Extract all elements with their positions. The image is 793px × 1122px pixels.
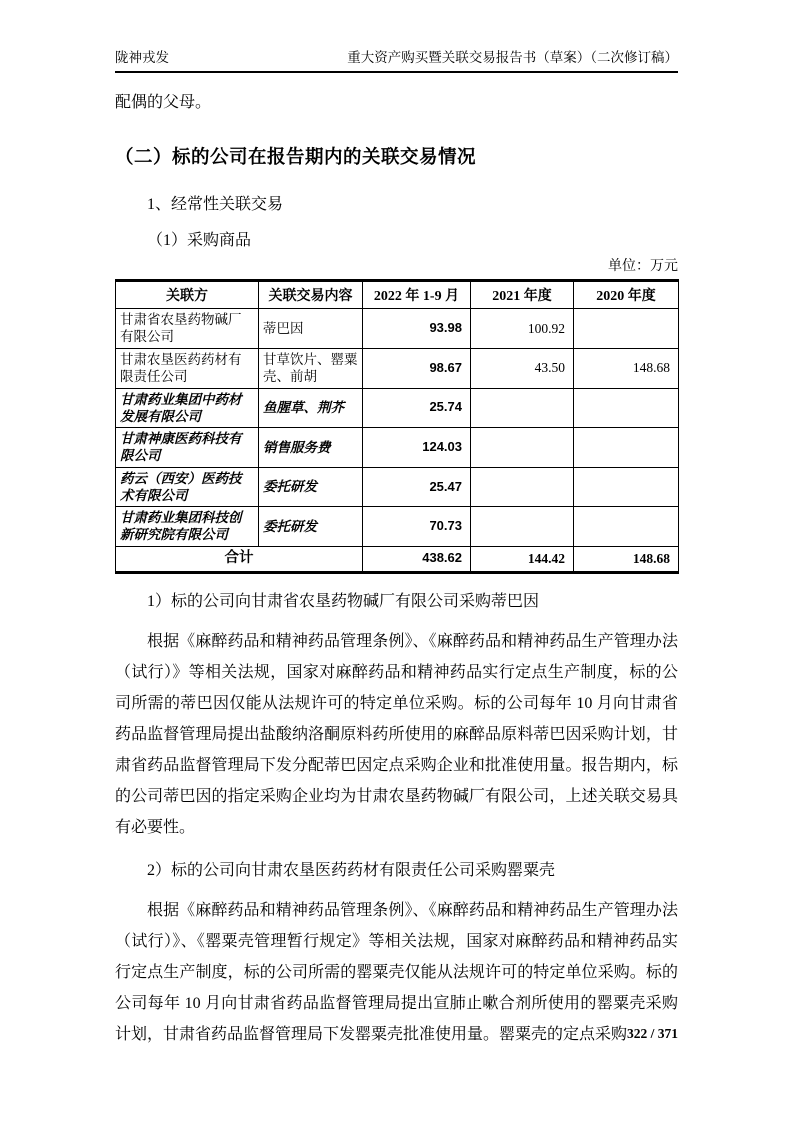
value-2021-cell	[471, 388, 574, 428]
total-2022-cell: 438.62	[363, 546, 471, 572]
party-cell: 甘肃神康医药科技有限公司	[116, 428, 259, 468]
value-2021-cell: 100.92	[471, 309, 574, 349]
value-2022-cell: 98.67	[363, 348, 471, 388]
value-2021-cell: 43.50	[471, 348, 574, 388]
page-header	[115, 46, 678, 73]
party-cell: 甘肃省农垦药物碱厂有限公司	[116, 309, 259, 349]
value-2020-cell: 148.68	[574, 348, 679, 388]
col-header-2021: 2021 年度	[471, 281, 574, 309]
party-cell: 甘肃农垦医药药材有限责任公司	[116, 348, 259, 388]
total-label-cell: 合计	[116, 546, 363, 572]
value-2020-cell	[574, 309, 679, 349]
carryover-paragraph: 配偶的父母。	[115, 94, 212, 111]
value-2021-cell	[471, 467, 574, 507]
table-header-row	[116, 281, 679, 309]
header-short-title: 陇神戎发	[115, 50, 169, 65]
item1-heading: 1）标的公司向甘肃省农垦药物碱厂有限公司采购蒂巴因	[147, 592, 540, 610]
page-footer	[627, 1026, 678, 1042]
value-2022-cell: 25.74	[363, 388, 471, 428]
content-cell: 销售服务费	[259, 428, 363, 468]
content-cell: 委托研发	[259, 467, 363, 507]
value-2021-cell	[471, 428, 574, 468]
content-cell: 蒂巴因	[259, 309, 363, 349]
total-2021-cell: 144.42	[471, 546, 574, 572]
table-unit-label: 单位：万元	[608, 259, 678, 274]
party-cell: 甘肃药业集团中药材发展有限公司	[116, 388, 259, 428]
section-heading: （二）标的公司在报告期内的关联交易情况	[115, 146, 477, 167]
total-2020-cell: 148.68	[574, 546, 679, 572]
value-2022-cell: 124.03	[363, 428, 471, 468]
item1-paragraph: 根据《麻醉药品和精神药品管理条例》、《麻醉药品和精神药品生产管理办法（试行）》等相关法规，国家对麻醉药品和精神药品实行定点生产制度，标的公司所需的蒂巴因仅能从法规许可的特定单位采购。标的公司每年 10 月向甘肃省药品监督管理局提出盐酸纳洛酮原料药所使用的麻醉品原料蒂巴因采购计划，甘肃省药品监督管理局下发分配蒂巴因定点采购企业和批准使用量。报告期内，标的公司蒂巴因的指定采购企业均为甘肃农垦药物碱厂有限公司，上述关联交易具有必要性。	[115, 632, 678, 836]
subsection-heading-purchases: （1）采购商品	[147, 232, 252, 249]
table-row	[116, 507, 679, 547]
table-row	[116, 388, 679, 428]
col-header-2022: 2022 年 1-9 月	[363, 281, 471, 309]
value-2020-cell	[574, 507, 679, 547]
table-row	[116, 428, 679, 468]
item2-paragraph: 根据《麻醉药品和精神药品管理条例》、《麻醉药品和精神药品生产管理办法（试行）》、《罂粟壳管理暂行规定》等相关法规，国家对麻醉药品和精神药品实行定点生产制度，标的公司所需的罂粟壳仅能从法规许可的特定单位采购。标的公司每年 10 月向甘肃省药品监督管理局提出宣肺止嗽合剂所使用的罂粟壳采购计划，甘肃省药品监督管理局下发罂粟壳批准使用量。罂粟壳的定点采购	[115, 901, 678, 1043]
party-cell: 药云（西安）医药技术有限公司	[116, 467, 259, 507]
col-header-2020: 2020 年度	[574, 281, 679, 309]
table-total-row	[116, 546, 679, 572]
table-row	[116, 309, 679, 349]
related-party-transactions-table	[115, 279, 679, 574]
party-cell: 甘肃药业集团科技创新研究院有限公司	[116, 507, 259, 547]
value-2022-cell: 70.73	[363, 507, 471, 547]
value-2022-cell: 25.47	[363, 467, 471, 507]
content-cell: 鱼腥草、荆芥	[259, 388, 363, 428]
table-row	[116, 467, 679, 507]
content-cell: 甘草饮片、罂粟壳、前胡	[259, 348, 363, 388]
header-document-title: 重大资产购买暨关联交易报告书（草案）（二次修订稿）	[347, 50, 678, 65]
subsection-heading-recurring: 1、经常性关联交易	[147, 196, 284, 213]
page-number: 322 / 371	[626, 1026, 678, 1041]
value-2021-cell	[471, 507, 574, 547]
content-cell: 委托研发	[259, 507, 363, 547]
col-header-content: 关联交易内容	[259, 281, 363, 309]
value-2022-cell: 93.98	[363, 309, 471, 349]
value-2020-cell	[574, 428, 679, 468]
value-2020-cell	[574, 388, 679, 428]
item2-heading: 2）标的公司向甘肃农垦医药药材有限责任公司采购罂粟壳	[147, 861, 556, 879]
value-2020-cell	[574, 467, 679, 507]
table-row	[116, 348, 679, 388]
page-content	[115, 72, 678, 1050]
col-header-party: 关联方	[116, 281, 259, 309]
